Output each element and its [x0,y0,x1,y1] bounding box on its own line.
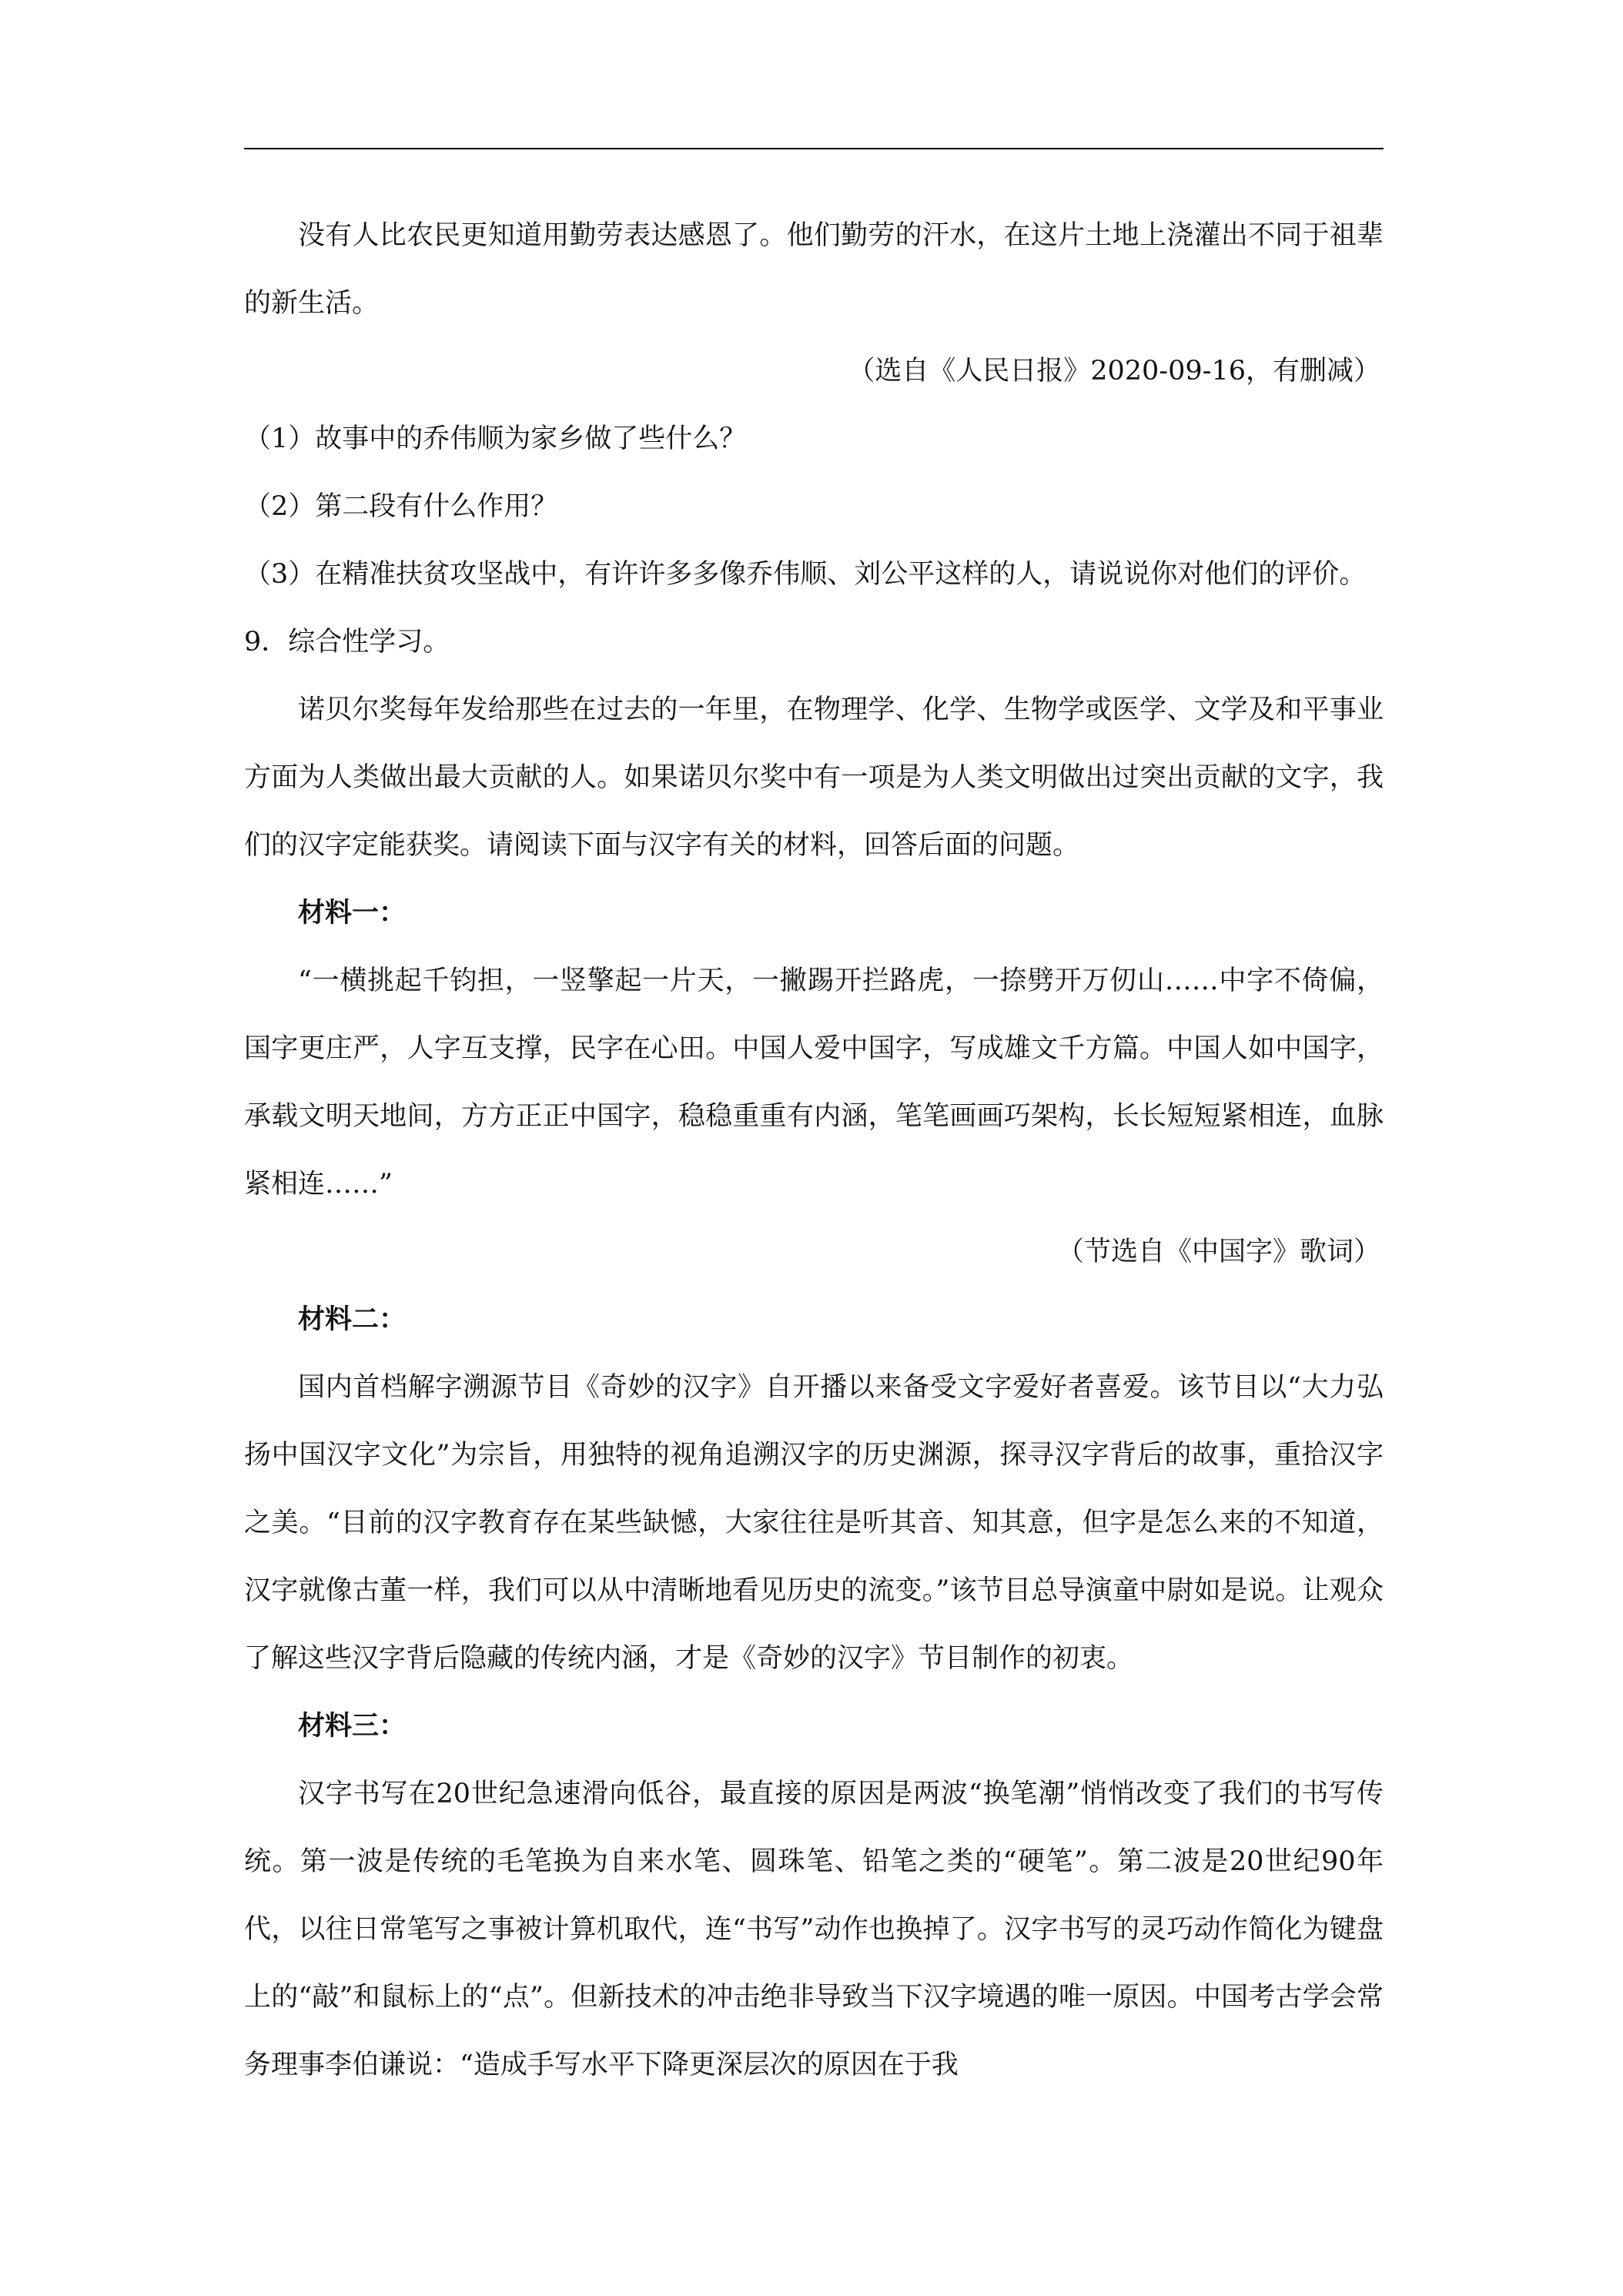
material-3-heading: 材料三： [298,1710,407,1742]
header-rule [244,148,1384,149]
q9-intro: 诺贝尔奖每年发给那些在过去的一年里，在物理学、化学、生物学或医学、文学及和平事业方面为人类做出最大贡献的人。如果诺贝尔奖中有一项是为人类文明做出过突出贡献的文字，我们的汉字定能获奖。请阅读下面与汉字有关的材料，回答后面的问题。 [244,694,1384,861]
material-3-text: 汉字书写在20世纪急速滑向低谷，最直接的原因是两波“换笔潮”悄悄改变了我们的书写传统。第一波是传统的毛笔换为自来水笔、圆珠笔、铅笔之类的“硬笔”。第二波是20世纪90年代，以往日常笔写之事被计算机取代，连“书写”动作也换掉了。汉字书写的灵巧动作简化为键盘上的“敲”和鼠标上的“点”。但新技术的冲击绝非导致当下汉字境遇的唯一原因。中国考古学会常务理事李伯谦说：“造成手写水平下降更深层次的原因在于我 [244,1779,1384,2080]
material-1-heading: 材料一： [298,897,407,929]
question-2: （2）第二段有什么作用？ [244,491,558,522]
page-content [244,202,1384,2099]
question-3: （3）在精准扶贫攻坚战中，有许许多多像乔伟顺、刘公平这样的人，请说说你对他们的评价。 [244,559,1367,590]
question-1: （1）故事中的乔伟顺为家乡做了些什么？ [244,423,747,454]
material-2-heading: 材料二： [298,1304,407,1335]
top-paragraph: 没有人比农民更知道用勤劳表达感恩了。他们勤劳的汗水，在这片土地上浇灌出不同于祖辈的新生活。 [244,220,1384,319]
material-1-source: （节选自《中国字》歌词） [1056,1237,1380,1267]
material-1-text: “一横挑起千钧担，一竖擎起一片天，一撇踢开拦路虎，一捺劈开万仞山……中字不倚偏，国字更庄严，人字互支撑，民字在心田。中国人爱中国字，写成雄文千方篇。中国人如中国字，承载文明天地间，方方正正中国字，稳稳重重有内涵，笔笔画画巧架构，长长短短紧相连，血脉紧相连……” [244,966,1384,1200]
top-source: （选自《人民日报》2020-09-16，有删减） [848,356,1380,387]
q9-title: 9．综合性学习。 [244,627,450,658]
material-2-text: 国内首档解字溯源节目《奇妙的汉字》自开播以来备受文字爱好者喜爱。该节目以“大力弘扬中国汉字文化”为宗旨，用独特的视角追溯汉字的历史渊源，探寻汉字背后的故事，重拾汉字之美。“目前的汉字教育存在某些缺憾，大家往往是听其音、知其意，但字是怎么来的不知道，汉字就像古董一样，我们可以从中清晰地看见历史的流变。”该节目总导演童中尉如是说。让观众了解这些汉字背后隐藏的传统内涵，才是《奇妙的汉字》节目制作的初衷。 [244,1372,1384,1674]
